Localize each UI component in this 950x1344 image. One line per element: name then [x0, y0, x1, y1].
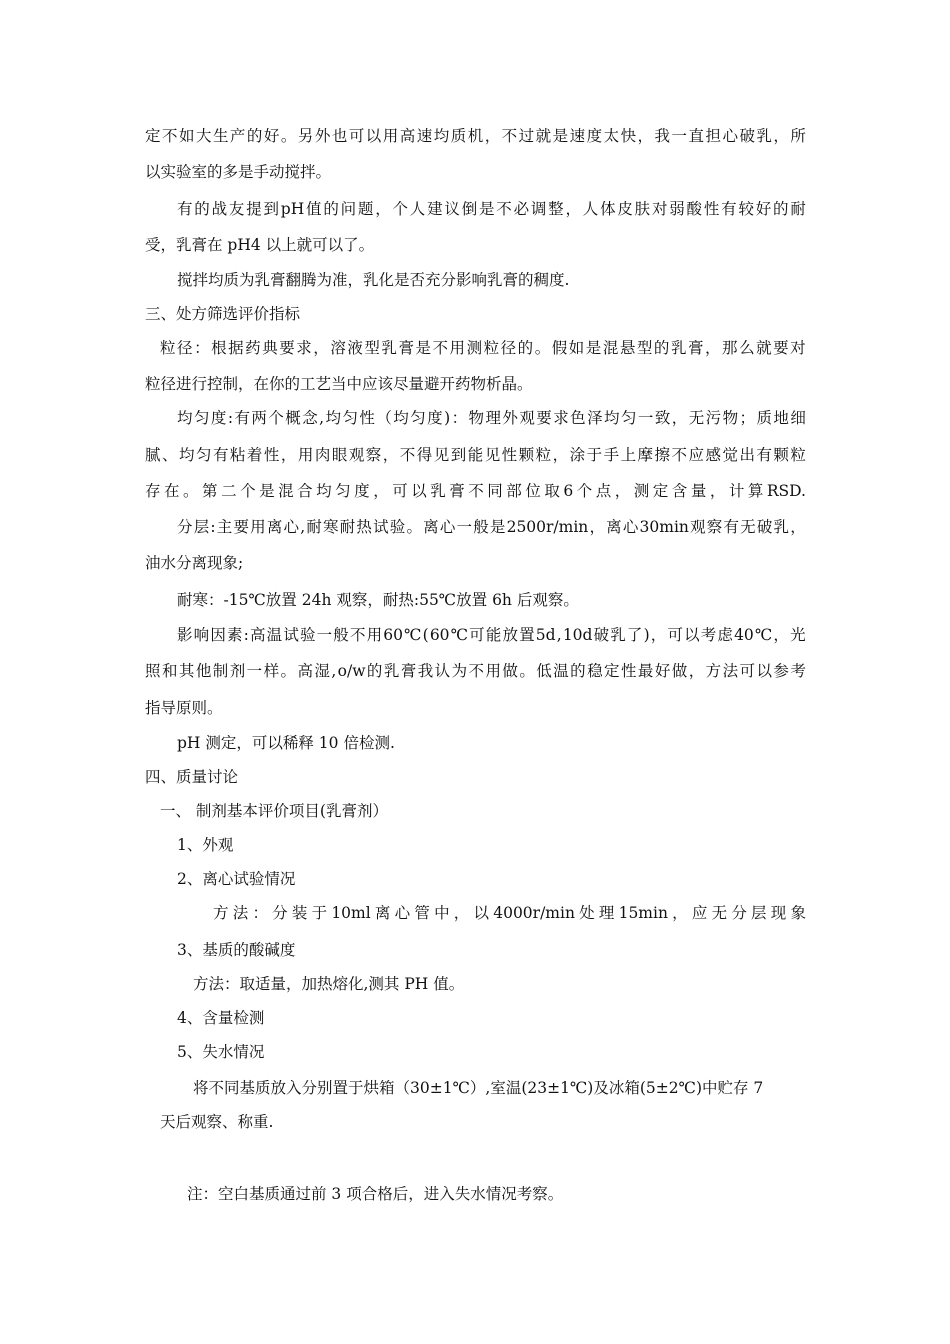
paragraph-line: 油水分离现象; — [145, 554, 244, 572]
paragraph-line: 影 响 因 素 : 高 温 试 验 一 般 不 用 60 ℃ ( 60 ℃ 可 能 放 置 5d , 10d 破 乳 了 ) ， 可 以 考 虑 40 ℃ ， 光 — [177, 626, 806, 644]
method-line: 方法：取适量，加热熔化,测其 PH 值。 — [193, 975, 465, 993]
list-item: 1、外观 — [177, 836, 234, 854]
paragraph-line: 耐寒：-15℃放置 24h 观察，耐热:55℃放置 6h 后观察。 — [177, 591, 579, 609]
section-heading: 三、处方筛选评价指标 — [145, 305, 301, 323]
paragraph-line: 定 不 如 大 生 产 的 好 。 另 外 也 可 以 用 高 速 均 质 机 ， 不 过 就 是 速 度 太 快 ， 我 一 直 担 心 破 乳 ， 所 — [145, 127, 806, 145]
paragraph-line: pH 测定，可以稀释 10 倍检测. — [177, 734, 395, 752]
list-item: 3、基质的酸碱度 — [177, 941, 296, 959]
paragraph-line: 粒 径 ： 根 据 药 典 要 求 ， 溶 液 型 乳 膏 是 不 用 测 粒 径 的 。 假 如 是 混 悬 型 的 乳 膏 ， 那 么 就 要 对 — [160, 339, 806, 357]
list-item: 5、失水情况 — [177, 1043, 265, 1061]
paragraph-line: 受，乳膏在 pH4 以上就可以了。 — [145, 236, 375, 254]
paragraph-line: 指导原则。 — [145, 699, 223, 717]
paragraph-line: 以实验室的多是手动搅拌。 — [145, 163, 332, 181]
paragraph-line: 腻 、 均 匀 有 粘 着 性 ， 用 肉 眼 观 察 ， 不 得 见 到 能 见 性 颗 粒 ， 涂 于 手 上 摩 擦 不 应 感 觉 出 有 颗 粒 — [145, 446, 806, 464]
method-line: 方 法 ： 分 装 于 10ml 离 心 管 中 ， 以 4000r/min 处 理 15min ， 应 无 分 层 现 象 — [213, 904, 806, 922]
paragraph-line: 存 在 。 第 二 个 是 混 合 均 匀 度 ， 可 以 乳 膏 不 同 部 位 取 6 个 点 ， 测 定 含 量 ， 计 算 RSD. — [145, 482, 806, 500]
paragraph-line: 粒径进行控制，在你的工艺当中应该尽量避开药物析晶。 — [145, 375, 533, 393]
paragraph-line: 均 匀 度 : 有 两 个 概 念 , 均 匀 性 （ 均 匀 度 ) ： 物 理 外 观 要 求 色 泽 均 匀 一 致 ， 无 污 物 ； 质 地 细 — [177, 409, 806, 427]
note-line: 注：空白基质通过前 3 项合格后，进入失水情况考察。 — [187, 1185, 564, 1203]
paragraph-line: 照 和 其 他 制 剂 一 样 。 高 湿 , o/w 的 乳 膏 我 认 为 不 用 做 。 低 温 的 稳 定 性 最 好 做 ， 方 法 可 以 参 考 — [145, 662, 806, 680]
paragraph-line: 分 层 : 主 要 用 离 心 , 耐 寒 耐 热 试 验 。 离 心 一 般 是 2500r/min ， 离 心 30min 观 察 有 无 破 乳 ， — [177, 518, 806, 536]
paragraph-line: 天后观察、称重. — [160, 1113, 274, 1131]
subsection-heading: 一、 制剂基本评价项目(乳膏剂） — [160, 802, 388, 820]
list-item: 2、离心试验情况 — [177, 870, 296, 888]
paragraph-line: 搅拌均质为乳膏翻腾为准，乳化是否充分影响乳膏的稠度. — [177, 271, 570, 289]
paragraph-line: 有 的 战 友 提 到 pH 值 的 问 题 ， 个 人 建 议 倒 是 不 必 调 整 ， 人 体 皮 肤 对 弱 酸 性 有 较 好 的 耐 — [177, 200, 806, 218]
list-item: 4、含量检测 — [177, 1009, 265, 1027]
section-heading: 四、质量讨论 — [145, 768, 239, 786]
paragraph-line: 将不同基质放入分别置于烘箱（30±1℃）,室温(23±1℃)及冰箱(5±2℃)中贮存 7 — [193, 1079, 764, 1097]
